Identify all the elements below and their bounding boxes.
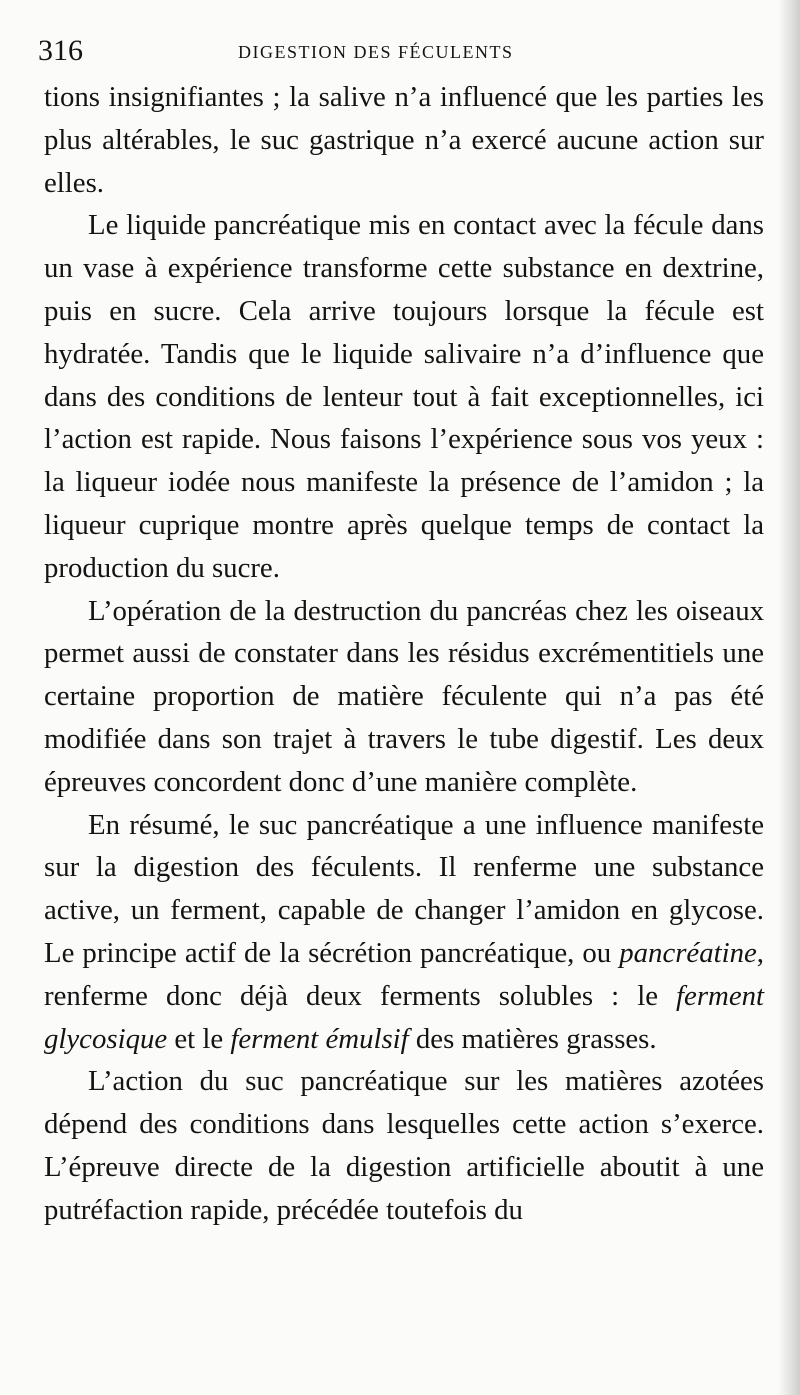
summary-text-3: et le <box>167 1022 231 1055</box>
summary-text-4: des matières grasses. <box>408 1022 657 1055</box>
running-head: DIGESTION DES FÉCULENTS <box>238 42 514 62</box>
summary-text-1: En résumé, le suc pancréatique a une influence manifeste sur la digestion des féculents. Il renferme une substance active, un ferment, capable de changer l’amidon en glycose. Le principe actif de la sécrétion pancréatique, ou <box>44 808 764 969</box>
summary-text-2: , renferme donc déjà deux ferments solubles : le <box>44 936 764 1012</box>
summary-italic-ferment-emulsif: ferment émulsif <box>230 1022 409 1055</box>
body-text <box>44 76 764 1232</box>
paragraph-pancreas-destruction: L’opération de la destruction du pancréas chez les oiseaux permet aussi de constater dans les résidus excrémentitiels une certaine proportion de matière féculente qui n’a pas été modifiée dans son trajet à travers le tube digestif. Les deux épreuves concordent donc d’une manière complète. <box>44 594 764 798</box>
summary-italic-pancreatine: pancréatine <box>619 936 757 969</box>
page-edge-shadow <box>778 0 800 1395</box>
page-number: 316 <box>38 34 83 67</box>
paragraph-pancreatic-liquid: Le liquide pancréatique mis en contact avec la fécule dans un vase à expérience transforme cette substance en dextrine, puis en sucre. Cela arrive toujours lorsque la fécule est hydratée. Tandis que le liquide salivaire n’a d’influence que dans des conditions de lenteur tout à fait exceptionnelles, ici l’action est rapide. Nous faisons l’expérience sous vos yeux : la liqueur iodée nous manifeste la présence de l’amidon ; la liqueur cuprique montre après quelque temps de contact la production du sucre. <box>44 209 764 584</box>
paragraph-nitrogen-matter: L’action du suc pancréatique sur les matières azotées dépend des conditions dans lesquelles cette action s’exerce. L’épreuve directe de la digestion artificielle aboutit à une putréfaction rapide, précédée toutefois du <box>44 1065 764 1226</box>
paragraph-continuation: tions insignifiantes ; la salive n’a influencé que les parties les plus altérables, le suc gastrique n’a exercé aucune action sur elles. <box>44 81 764 199</box>
paragraph-summary <box>44 804 764 1061</box>
summary-italic-ferment-glycosique: ferment glycosique <box>44 979 764 1055</box>
page-header <box>38 32 758 72</box>
